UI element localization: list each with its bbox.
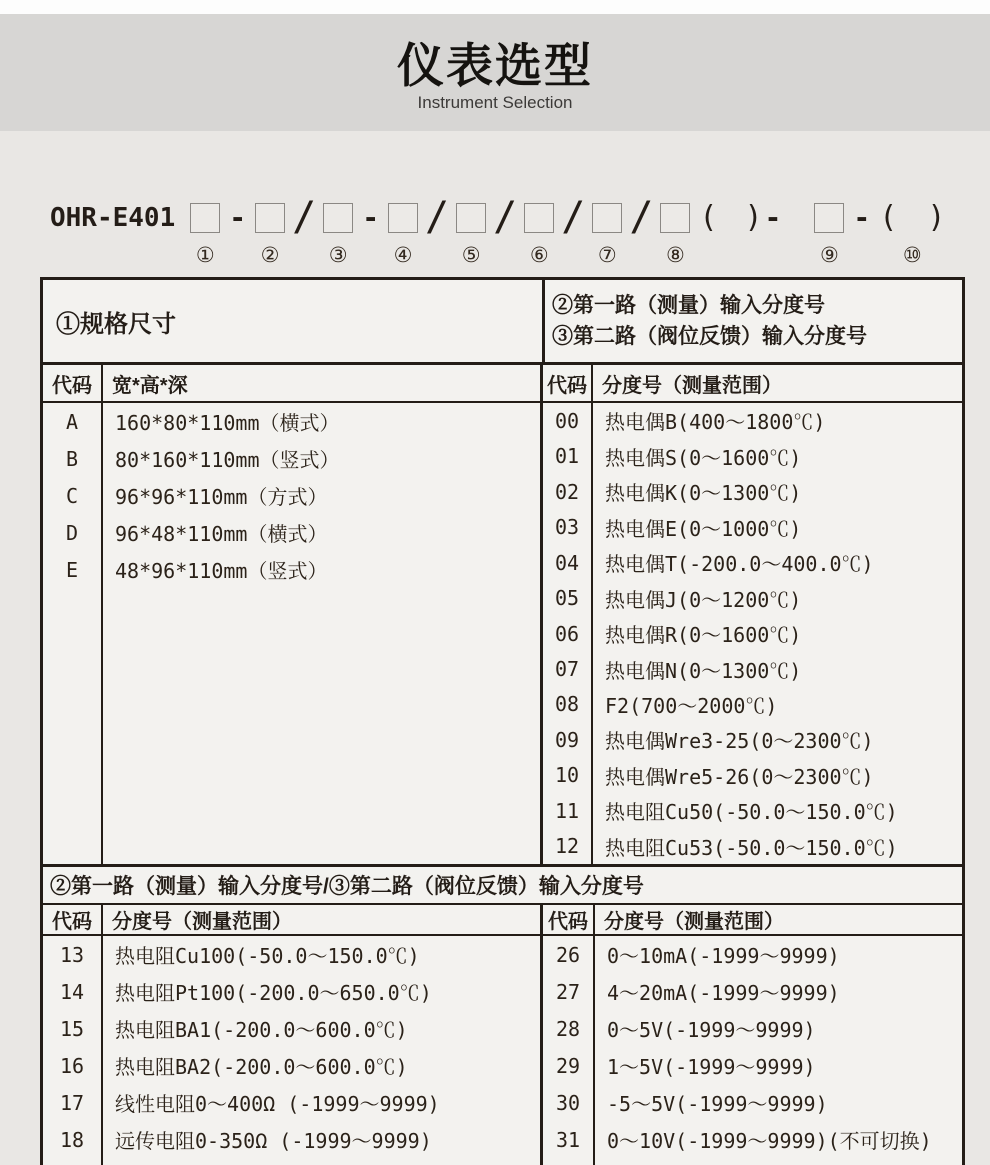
input-header-line1: ②第一路（测量）输入分度号 — [552, 294, 825, 317]
row-desc: 热电偶R(0～1600℃) — [605, 623, 802, 648]
row-code: 29 — [555, 1053, 581, 1078]
model-position-10: ⑩ — [902, 243, 922, 267]
code-column-header: 代码 — [43, 905, 103, 934]
row-desc: 热电偶J(0～1200℃) — [605, 587, 802, 612]
row-code: 17 — [59, 1090, 85, 1115]
row-code: 13 — [59, 942, 85, 967]
model-code-box-6 — [524, 203, 554, 233]
model-segment-10 — [879, 200, 946, 267]
row-code: B — [65, 446, 79, 471]
row-code: 09 — [554, 727, 580, 752]
row-code: 14 — [59, 979, 85, 1004]
graduation-desc-column — [595, 936, 962, 1165]
selection-table — [40, 277, 965, 1165]
model-segment-4 — [388, 203, 418, 266]
row-code: 07 — [554, 657, 580, 682]
row-desc: 热电偶N(0～1300℃) — [605, 658, 802, 683]
row-code: 10 — [554, 763, 580, 788]
graduation-code-column — [543, 936, 595, 1165]
model-segment-3 — [323, 203, 353, 266]
page-title: 仪表选型 — [397, 39, 593, 92]
row-desc: 1～5V(-1999～9999) — [607, 1055, 816, 1079]
row-code: D — [65, 520, 79, 545]
row-code: 27 — [555, 979, 581, 1004]
row-desc: F2(700～2000℃) — [605, 693, 778, 718]
accessory-parens — [879, 200, 946, 235]
section1-data — [43, 403, 962, 867]
row-desc: 热电阻BA2(-200.0～600.0℃) — [115, 1055, 408, 1079]
row-code: 16 — [59, 1053, 85, 1078]
row-desc: 热电偶K(0～1300℃) — [605, 481, 802, 506]
model-position-3: ③ — [328, 243, 348, 267]
row-desc: 热电偶Wre3-25(0～2300℃) — [605, 729, 874, 754]
row-desc: 160*80*110mm（横式） — [115, 411, 340, 435]
row-code: 11 — [554, 798, 580, 823]
model-position-2: ② — [260, 243, 280, 267]
row-desc: 0～10mA(-1999～9999) — [607, 944, 840, 968]
model-position-7: ⑦ — [597, 243, 617, 267]
close-paren: ) — [927, 200, 946, 235]
graduation-code-column — [43, 936, 103, 1165]
row-code: 30 — [555, 1090, 581, 1115]
row-code: 01 — [554, 444, 580, 469]
open-paren: ( — [699, 200, 718, 235]
section2-data — [43, 936, 962, 1165]
model-code-box-9 — [814, 203, 844, 233]
row-code: 04 — [554, 550, 580, 575]
row-desc: 远传电阻0-350Ω (-1999～9999) — [115, 1129, 432, 1153]
row-desc: 0～5V(-1999～9999) — [607, 1018, 816, 1042]
row-desc: 0～10V(-1999～9999)(不可切换) — [607, 1129, 932, 1153]
row-code: 26 — [555, 942, 581, 967]
model-code-box-3 — [323, 203, 353, 233]
close-paren: ) — [744, 200, 763, 235]
row-desc: 热电偶B(400～1800℃) — [605, 410, 826, 435]
model-position-5: ⑤ — [461, 243, 481, 267]
slash-separator: / — [561, 194, 586, 240]
code-column-header: 代码 — [543, 905, 595, 934]
slash-separator: / — [292, 194, 317, 240]
input-header-line2: ③第二路（阀位反馈）输入分度号 — [552, 325, 867, 348]
row-desc: 热电阻BA1(-200.0～600.0℃) — [115, 1018, 408, 1042]
row-desc: -5～5V(-1999～9999) — [607, 1092, 828, 1116]
model-code-box-5 — [456, 203, 486, 233]
model-segment-5 — [456, 203, 486, 266]
row-desc: 热电偶T(-200.0～400.0℃) — [605, 552, 874, 577]
row-code: 00 — [554, 408, 580, 433]
row-code: 28 — [555, 1016, 581, 1041]
row-code: 05 — [554, 586, 580, 611]
model-code-box-2 — [255, 203, 285, 233]
row-desc: 热电偶S(0～1600℃) — [605, 445, 802, 470]
slash-separator: / — [425, 194, 450, 240]
section1-header-row — [43, 280, 962, 365]
spec-size-header: ①规格尺寸 — [43, 280, 545, 362]
row-code: 12 — [554, 834, 580, 859]
graduation-desc-column — [103, 936, 543, 1165]
paren-gap — [897, 203, 927, 233]
graduation-column-header: 分度号（测量范围） — [604, 911, 784, 933]
model-position-9: ⑨ — [819, 243, 839, 267]
model-segment-8 — [660, 203, 690, 266]
model-prefix: OHR-E401 — [50, 203, 176, 233]
slash-separator: / — [629, 194, 654, 240]
open-paren: ( — [879, 200, 898, 235]
dimension-column-header: 宽*高*深 — [103, 365, 543, 401]
row-desc: 热电偶E(0～1000℃) — [605, 516, 802, 541]
code-column-header: 代码 — [43, 365, 103, 401]
model-code-box-4 — [388, 203, 418, 233]
row-desc: 96*96*110mm（方式） — [115, 485, 328, 509]
row-code: 31 — [555, 1127, 581, 1152]
row-desc: 96*48*110mm（横式） — [115, 522, 328, 546]
dash-separator: - — [853, 201, 871, 234]
model-position-6: ⑥ — [529, 243, 549, 267]
size-code-column — [43, 403, 103, 864]
code-column-header: 代码 — [543, 365, 593, 401]
row-desc: 80*160*110mm（竖式） — [115, 448, 340, 472]
top-white-strip — [0, 0, 990, 14]
row-code: 18 — [59, 1127, 85, 1152]
row-code: 15 — [59, 1016, 85, 1041]
slash-separator: / — [493, 194, 518, 240]
row-desc: 热电偶Wre5-26(0～2300℃) — [605, 764, 874, 789]
model-code-box-8 — [660, 203, 690, 233]
graduation-column-header: 分度号（测量范围） — [602, 374, 782, 397]
model-position-1: ① — [195, 243, 215, 267]
model-segment-2 — [255, 203, 285, 266]
model-position-8: ⑧ — [666, 243, 685, 267]
page-header-band — [0, 14, 990, 131]
model-number-line — [50, 194, 948, 267]
graduation-column-header: 分度号（测量范围） — [103, 905, 543, 934]
graduation-code-column — [543, 403, 593, 864]
model-segment-9 — [814, 203, 844, 266]
row-desc: 4～20mA(-1999～9999) — [607, 981, 840, 1005]
row-code: A — [65, 409, 79, 434]
model-code-box-7 — [592, 203, 622, 233]
row-desc: 48*96*110mm（竖式） — [115, 559, 328, 583]
input-graduation-header — [545, 280, 962, 362]
dash-separator: - — [362, 201, 380, 234]
section2-column-header-row — [43, 905, 962, 936]
model-segment-6 — [524, 203, 554, 266]
model-segment-7 — [592, 203, 622, 266]
row-desc: 热电阻Cu100(-50.0～150.0℃) — [115, 944, 420, 968]
model-segment-1 — [190, 203, 220, 266]
row-desc: 热电阻Pt100(-200.0～650.0℃) — [115, 981, 432, 1005]
size-desc-column — [103, 403, 543, 864]
dash-separator: - — [764, 201, 782, 234]
model-code-box-1 — [190, 203, 220, 233]
row-desc: 热电阻Cu50(-50.0～150.0℃) — [605, 800, 898, 825]
row-desc: 热电阻Cu53(-50.0～150.0℃) — [605, 835, 898, 860]
row-desc: 线性电阻0～400Ω (-1999～9999) — [115, 1092, 440, 1116]
page-subtitle: Instrument Selection — [417, 93, 573, 112]
row-code: 08 — [554, 692, 580, 717]
row-code: 06 — [554, 621, 580, 646]
row-code: 02 — [554, 479, 580, 504]
row-code: E — [65, 557, 79, 582]
dash-separator: - — [229, 201, 247, 234]
row-code: 03 — [554, 515, 580, 540]
graduation-desc-column — [593, 403, 962, 864]
section2-band-header: ②第一路（测量）输入分度号/③第二路（阀位反馈）输入分度号 — [43, 867, 962, 905]
model-position-4: ④ — [393, 243, 413, 267]
section1-column-header-row — [43, 365, 962, 403]
row-code: C — [65, 483, 79, 508]
